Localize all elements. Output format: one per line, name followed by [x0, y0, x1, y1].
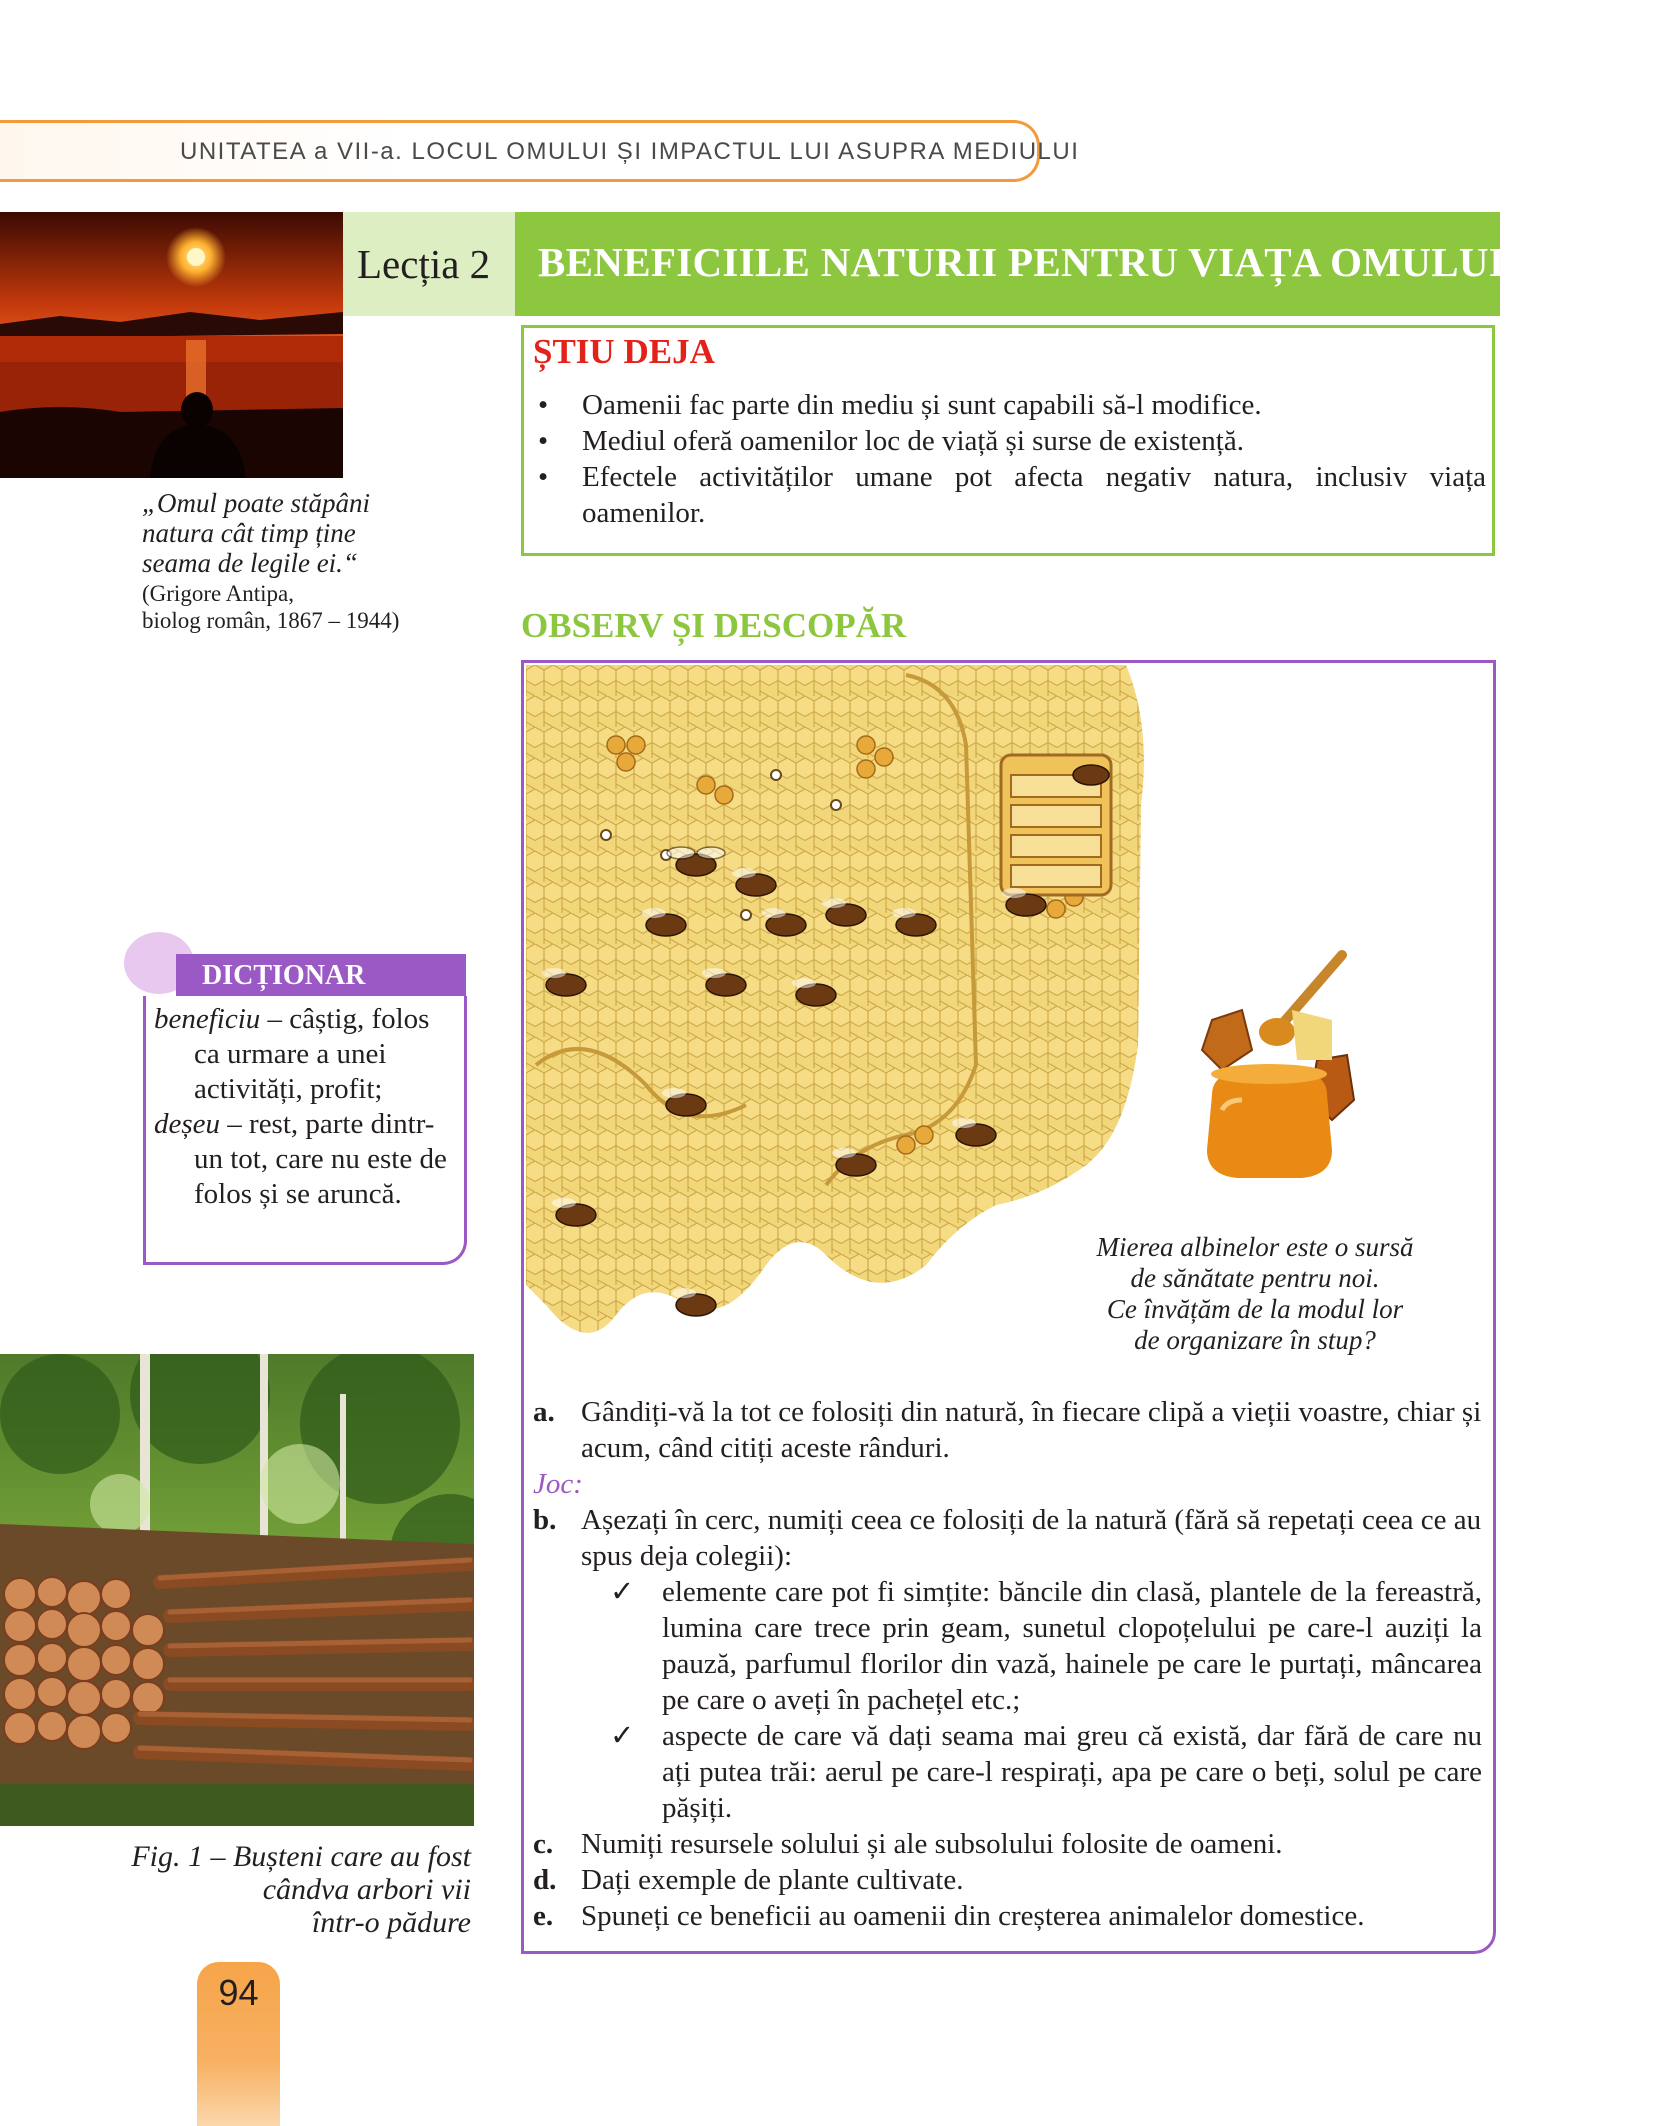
dictionary-term: beneficiu	[154, 1003, 261, 1035]
question-a: a. Gândiți-vă la tot ce folosiți din natură, în fiecare clipă a vieții voastre, chiar și acum, când citiți aceste rânduri.	[533, 1396, 1482, 1464]
stiu-deja-title: ȘTIU DEJA	[533, 332, 715, 371]
question-letter: b.	[533, 1504, 557, 1536]
question-d: d. Dați exemple de plante cultivate.	[533, 1864, 964, 1896]
bullet-icon: •	[538, 425, 549, 457]
list-item: • Oamenii fac parte din mediu și sunt capabili să-l modifice.	[538, 389, 1262, 421]
dictionary-title: DICȚIONAR	[202, 960, 366, 991]
bullet-icon: •	[538, 461, 549, 493]
quote-author-line: (Grigore Antipa,	[142, 581, 295, 606]
caption-line: Fig. 1 – Bușteni care au fost	[131, 1840, 471, 1873]
dictionary-term: deșeu	[154, 1108, 221, 1140]
checkmark-icon: ✓	[610, 1720, 635, 1752]
lesson-title: BENEFICIILE NATURII PENTRU VIAȚA OMULUI	[538, 239, 1506, 285]
quote-line: natura cât timp ține	[142, 518, 356, 548]
check-item: ✓ elemente care pot fi simțite: băncile din clasă, plantele de la fereastră, lumina care trece prin geam, sunetul clopoțelului pe care-l auziți la pauză, parfumul florilor din vază, hainele pe care le purtați, mâncarea pe care o aveți în pachețel etc.;	[610, 1576, 1482, 1716]
stiu-deja-list	[538, 387, 1486, 531]
quote-author-line: biolog român, 1867 – 1944)	[142, 608, 400, 633]
check-item: ✓ aspecte de care vă dați seama mai greu că există, dar fără de care nu ați putea trăi: aerul pe care-l respirați, apa pe care o beți, solul pe care pășiți.	[610, 1720, 1482, 1824]
honeycomb-illustration	[526, 665, 1166, 1355]
caption-line: cândva arbori vii	[262, 1873, 471, 1906]
caption-line: Mierea albinelor este o sursă	[1096, 1232, 1414, 1262]
question-c: c. Numiți resursele solului și ale subsolului folosite de oameni.	[533, 1828, 1283, 1860]
checkmark-icon: ✓	[610, 1576, 635, 1608]
honey-jar-photo	[1182, 950, 1357, 1180]
caption-line: de sănătate pentru noi.	[1130, 1263, 1380, 1293]
question-letter: e.	[533, 1900, 554, 1932]
bullet-icon: •	[538, 389, 549, 421]
honey-caption	[1090, 1232, 1420, 1356]
question-letter: d.	[533, 1864, 557, 1896]
question-letter: a.	[533, 1396, 555, 1428]
caption-line: de organizare în stup?	[1134, 1325, 1376, 1355]
question-e: e. Spuneți ce beneficii au oamenii din creșterea animalelor domestice.	[533, 1900, 1365, 1932]
sunset-photo	[0, 212, 343, 478]
question-letter: c.	[533, 1828, 554, 1860]
caption-line: într-o pădure	[311, 1906, 471, 1939]
dictionary-entry: beneficiu – câștig, folos ca urmare a unei activități, profit;	[154, 1003, 430, 1105]
unit-title: UNITATEA a VII-a. LOCUL OMULUI ȘI IMPACTUL LUI ASUPRA MEDIULUI	[180, 138, 1080, 165]
dictionary-entry: deșeu – rest, parte dintr-un tot, care nu este de folos și se aruncă.	[154, 1108, 447, 1210]
quote	[142, 488, 442, 578]
caption-line: Ce învățăm de la modul lor	[1106, 1294, 1404, 1324]
dictionary-text	[154, 1002, 460, 1212]
quote-line: seama de legile ei.“	[142, 548, 358, 578]
list-item: • Efectele activităților umane pot afecta negativ natura, inclusiv viața oamenilor.	[538, 461, 1486, 529]
figure-caption	[105, 1840, 471, 1939]
observ-title: OBSERV ȘI DESCOPĂR	[521, 606, 907, 645]
list-item: • Mediul oferă oamenilor loc de viață și surse de existență.	[538, 425, 1244, 457]
lesson-label: Lecția 2	[357, 241, 491, 287]
page-number: 94	[218, 1972, 259, 2013]
question-b: b. Așezați în cerc, numiți ceea ce folosiți de la natură (fără să repetați ceea ce au spus deja colegii):	[533, 1504, 1482, 1572]
quote-line: „Omul poate stăpâni	[142, 488, 371, 518]
logs-photo	[0, 1354, 474, 1826]
quote-author	[142, 580, 462, 634]
joc-label: Joc:	[533, 1468, 583, 1500]
question-list	[530, 1394, 1482, 1934]
